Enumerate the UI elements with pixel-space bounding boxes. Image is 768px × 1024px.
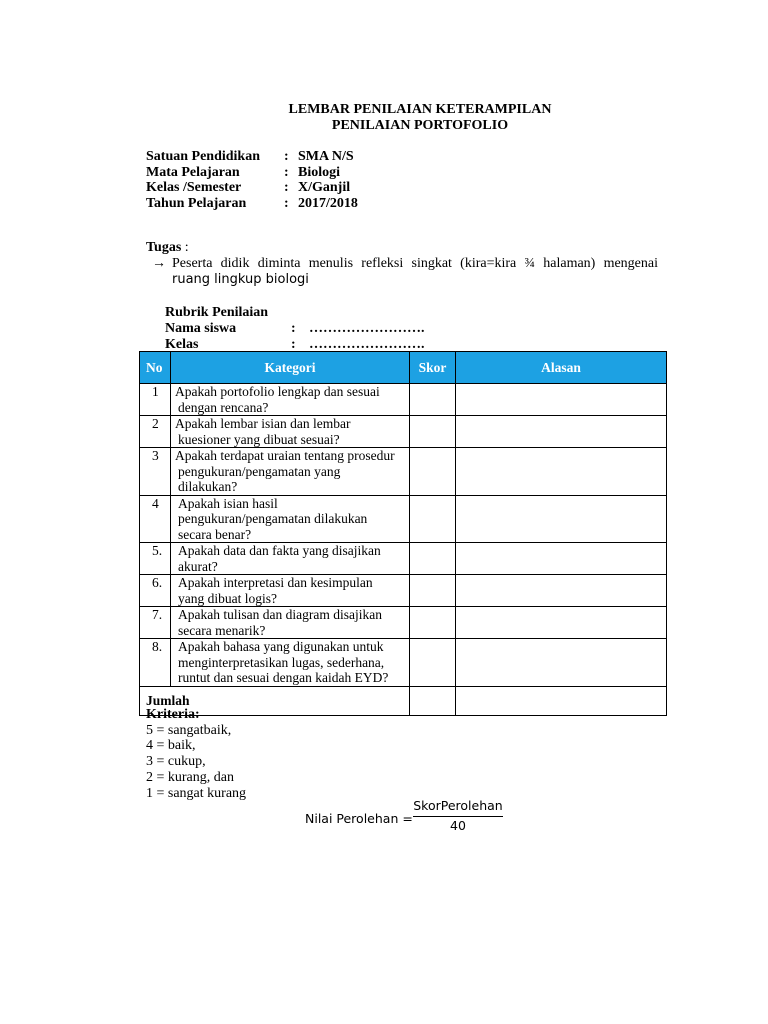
identity-separator: : — [284, 180, 289, 195]
question-line: Apakah lembar isian dan lembar — [175, 416, 351, 431]
formula-numerator: SkorPerolehan — [413, 798, 503, 813]
reason-cell[interactable] — [456, 575, 667, 607]
reason-cell[interactable] — [456, 639, 667, 687]
row-question — [171, 495, 410, 543]
row-question — [171, 607, 410, 639]
score-cell[interactable] — [410, 416, 456, 448]
criteria-item: 2 = kurang, dan — [146, 769, 234, 785]
reason-cell[interactable] — [456, 495, 667, 543]
score-cell[interactable] — [410, 495, 456, 543]
identity-row-year — [146, 196, 358, 212]
header-skor: Skor — [410, 352, 456, 384]
total-reason-cell[interactable] — [456, 686, 667, 715]
name-value: ……………………. — [309, 321, 425, 336]
row-question — [171, 543, 410, 575]
question-line: secara menarik? — [178, 622, 266, 638]
class-value: ……………………. — [309, 337, 425, 352]
score-cell[interactable] — [410, 607, 456, 639]
score-cell[interactable] — [410, 639, 456, 687]
task-text-line1: Peserta didik diminta menulis refleksi singkat (kira=kira ¾ halaman) mengenai — [172, 256, 658, 271]
question-line: yang dibuat logis? — [178, 590, 277, 606]
row-number: 1 — [140, 384, 171, 416]
header-kategori: Kategori — [171, 352, 410, 384]
question-line: pengukuran/pengamatan dilakukan — [178, 511, 368, 526]
task-text-line2: ruang lingkup biologi — [172, 272, 309, 287]
question-line: pengukuran/pengamatan yang — [178, 463, 341, 479]
name-separator: : — [291, 321, 296, 336]
header-no: No — [140, 352, 171, 384]
row-question — [171, 416, 410, 448]
question-line: Apakah terdapat uraian tentang prosedur — [175, 448, 395, 463]
formula-lhs: Nilai Perolehan = — [305, 811, 413, 826]
criteria-item: 5 = sangatbaik, — [146, 722, 232, 738]
formula-denominator: 40 — [450, 818, 466, 833]
question-line: Apakah bahasa yang digunakan untuk — [178, 639, 384, 654]
question-line: akurat? — [178, 558, 218, 574]
rubric-heading: Rubrik Penilaian — [165, 305, 269, 320]
table-row — [140, 416, 667, 448]
table-row — [140, 607, 667, 639]
rubric-info — [165, 305, 425, 353]
identity-separator: : — [284, 164, 289, 180]
identity-row-school — [146, 149, 358, 165]
table-row — [140, 448, 667, 496]
question-line: Apakah tulisan dan diagram disajikan — [178, 607, 382, 622]
criteria-heading: Kriteria: — [146, 707, 200, 722]
score-cell[interactable] — [410, 384, 456, 416]
question-line: runtut dan sesuai dengan kaidah EYD? — [178, 670, 389, 685]
row-question — [171, 639, 410, 687]
identity-value: X/Ganjil — [298, 180, 351, 195]
identity-label: Kelas /Semester — [146, 180, 242, 195]
class-separator: : — [291, 337, 296, 352]
reason-cell[interactable] — [456, 607, 667, 639]
identity-value: 2017/2018 — [298, 195, 358, 211]
task-heading: Tugas — [146, 240, 182, 255]
identity-value: SMA N/S — [298, 149, 354, 164]
criteria-item: 4 = baik, — [146, 738, 196, 754]
row-question — [171, 448, 410, 496]
task-heading-line — [146, 240, 189, 256]
identity-row-class — [146, 180, 358, 196]
reason-cell[interactable] — [456, 384, 667, 416]
identity-block — [146, 149, 358, 211]
table-row — [140, 495, 667, 543]
row-question — [171, 575, 410, 607]
document-subtitle: PENILAIAN PORTOFOLIO — [331, 118, 509, 133]
rubric-name-row — [165, 321, 425, 337]
total-score-cell[interactable] — [410, 686, 456, 715]
question-line: Apakah data dan fakta yang disajikan — [178, 543, 381, 558]
criteria-item: 3 = cukup, — [146, 754, 206, 770]
question-line: Apakah interpretasi dan kesimpulan — [178, 575, 373, 590]
row-number: 5. — [140, 543, 171, 575]
row-number: 7. — [140, 607, 171, 639]
score-cell[interactable] — [410, 448, 456, 496]
row-number: 2 — [140, 416, 171, 448]
question-line: menginterpretasikan lugas, sederhana, — [178, 654, 385, 670]
criteria-block — [146, 707, 246, 801]
question-line: secara benar? — [178, 526, 252, 542]
identity-value: Biologi — [298, 164, 341, 180]
question-line: dengan rencana? — [178, 399, 269, 415]
score-cell[interactable] — [410, 543, 456, 575]
row-number: 8. — [140, 639, 171, 687]
identity-label: Mata Pelajaran — [146, 164, 240, 180]
identity-label: Tahun Pelajaran — [146, 195, 247, 211]
identity-row-subject — [146, 165, 358, 181]
reason-cell[interactable] — [456, 448, 667, 496]
row-number: 6. — [140, 575, 171, 607]
identity-label: Satuan Pendidikan — [146, 149, 260, 164]
table-row — [140, 639, 667, 687]
reason-cell[interactable] — [456, 416, 667, 448]
question-line: dilakukan? — [178, 479, 238, 494]
header-alasan: Alasan — [456, 352, 667, 384]
class-label: Kelas — [165, 337, 199, 352]
name-label: Nama siswa — [165, 321, 237, 336]
row-number: 4 — [140, 495, 171, 543]
identity-separator: : — [284, 195, 289, 211]
reason-cell[interactable] — [456, 543, 667, 575]
row-question — [171, 384, 410, 416]
identity-separator: : — [284, 149, 289, 164]
total-label: Jumlah — [140, 686, 410, 715]
table-row — [140, 384, 667, 416]
rubric-table — [139, 351, 667, 716]
score-cell[interactable] — [410, 575, 456, 607]
row-number: 3 — [140, 448, 171, 496]
table-row — [140, 543, 667, 575]
fraction-bar — [413, 816, 503, 817]
question-line: Apakah portofolio lengkap dan sesuai — [175, 384, 380, 399]
question-line: kuesioner yang dibuat sesuai? — [178, 431, 340, 447]
task-colon: : — [184, 240, 189, 255]
document-title: LEMBAR PENILAIAN KETERAMPILAN — [288, 102, 552, 117]
question-line: Apakah isian hasil — [178, 495, 278, 511]
table-row — [140, 575, 667, 607]
arrow-right-icon: → — [152, 256, 166, 271]
criteria-item: 1 = sangat kurang — [146, 785, 247, 801]
table-header-row — [140, 352, 667, 384]
